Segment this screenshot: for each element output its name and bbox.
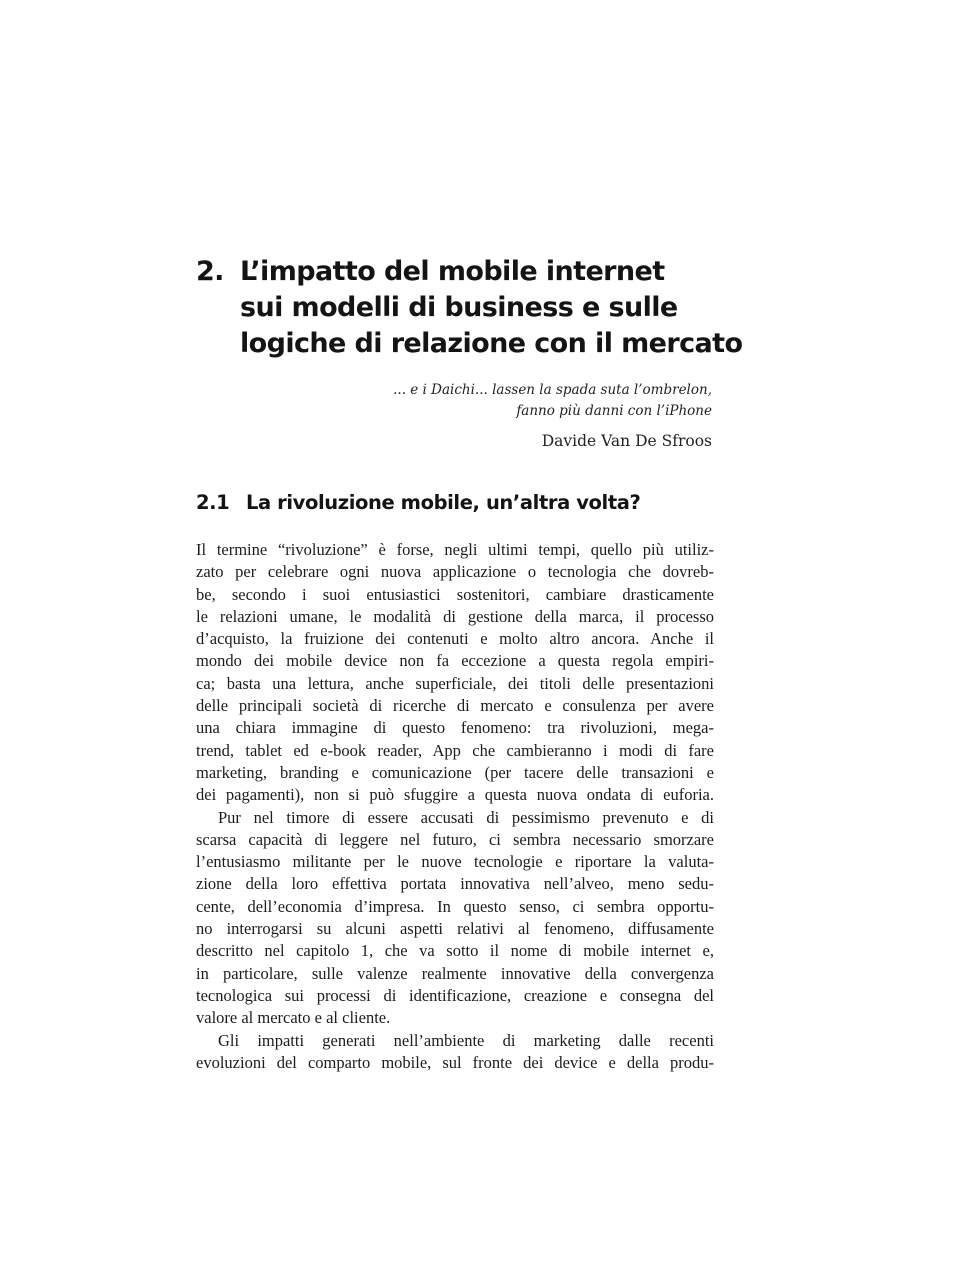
chapter-title	[240, 254, 760, 362]
body-line: delle principali società di ricerche di mercato e consulenza per avere	[196, 696, 714, 716]
body-line: no interrogarsi su alcuni aspetti relativi al fenomeno, diffusamente	[196, 919, 714, 939]
body-line: una chiara immagine di questo fenomeno: tra rivoluzioni, mega-	[196, 718, 714, 738]
body-text	[196, 539, 714, 1074]
section-title: La rivoluzione mobile, un’altra volta?	[246, 491, 641, 514]
body-line: marketing, branding e comunicazione (per tacere delle transazioni e	[196, 762, 714, 782]
body-line: scarsa capacità di leggere nel futuro, ci sembra necessario smorzare	[196, 829, 714, 849]
epigraph-line: ... e i Daichi... lassen la spada suta l’ombrelon,	[393, 382, 712, 398]
body-line: tecnologica sui processi di identificazione, creazione e consegna del	[196, 985, 714, 1005]
body-line: Il termine “rivoluzione” è forse, negli ultimi tempi, quello più utiliz-	[196, 540, 714, 559]
body-line: valore al mercato e al cliente.	[196, 1008, 391, 1028]
body-line: trend, tablet ed e-book reader, App che cambieranno i modi di fare	[196, 740, 714, 760]
chapter-title-line: logiche di relazione con il mercato	[240, 328, 743, 359]
epigraph	[393, 380, 712, 452]
body-line: d’acquisto, la fruizione dei contenuti e molto altro ancora. Anche il	[196, 629, 714, 649]
body-line: zione della loro effettiva portata innovativa nell’alveo, meno sedu-	[196, 874, 714, 894]
chapter-title-line: L’impatto del mobile internet	[240, 256, 665, 287]
body-line: mondo dei mobile device non fa eccezione a questa regola empiri-	[196, 651, 714, 671]
epigraph-line: fanno più danni con l’iPhone	[516, 403, 712, 419]
body-line: ca; basta una lettura, anche superficiale, dei titoli delle presentazioni	[196, 673, 714, 693]
section-number: 2.1	[196, 491, 230, 514]
body-line: in particolare, sulle valenze realmente innovative della convergenza	[196, 963, 714, 983]
body-line: le relazioni umane, le modalità di gestione della marca, il processo	[196, 606, 714, 626]
body-line: Gli impatti generati nell’ambiente di marketing dalle recenti	[218, 1030, 714, 1050]
section-heading	[196, 489, 640, 517]
body-line: cente, dell’economia d’impresa. In questo senso, ci sembra opportu-	[196, 896, 714, 916]
chapter-number: 2.	[196, 256, 224, 287]
body-line: be, secondo i suoi entusiastici sostenitori, cambiare drasticamente	[196, 584, 714, 604]
body-line: dei pagamenti), non si può sfuggire a questa nuova ondata di euforia.	[196, 785, 714, 805]
body-line: evoluzioni del comparto mobile, sul fronte dei device e della produ-	[196, 1052, 714, 1072]
chapter-title-line: sui modelli di business e sulle	[240, 292, 678, 323]
body-line: l’entusiasmo militante per le nuove tecnologie e riportare la valuta-	[196, 852, 714, 872]
epigraph-author: Davide Van De Sfroos	[541, 432, 712, 450]
body-line: descritto nel capitolo 1, che va sotto il nome di mobile internet e,	[196, 941, 714, 961]
body-line: Pur nel timore di essere accusati di pessimismo prevenuto e di	[218, 807, 714, 827]
body-line: zato per celebrare ogni nuova applicazione o tecnologia che dovreb-	[196, 562, 714, 582]
